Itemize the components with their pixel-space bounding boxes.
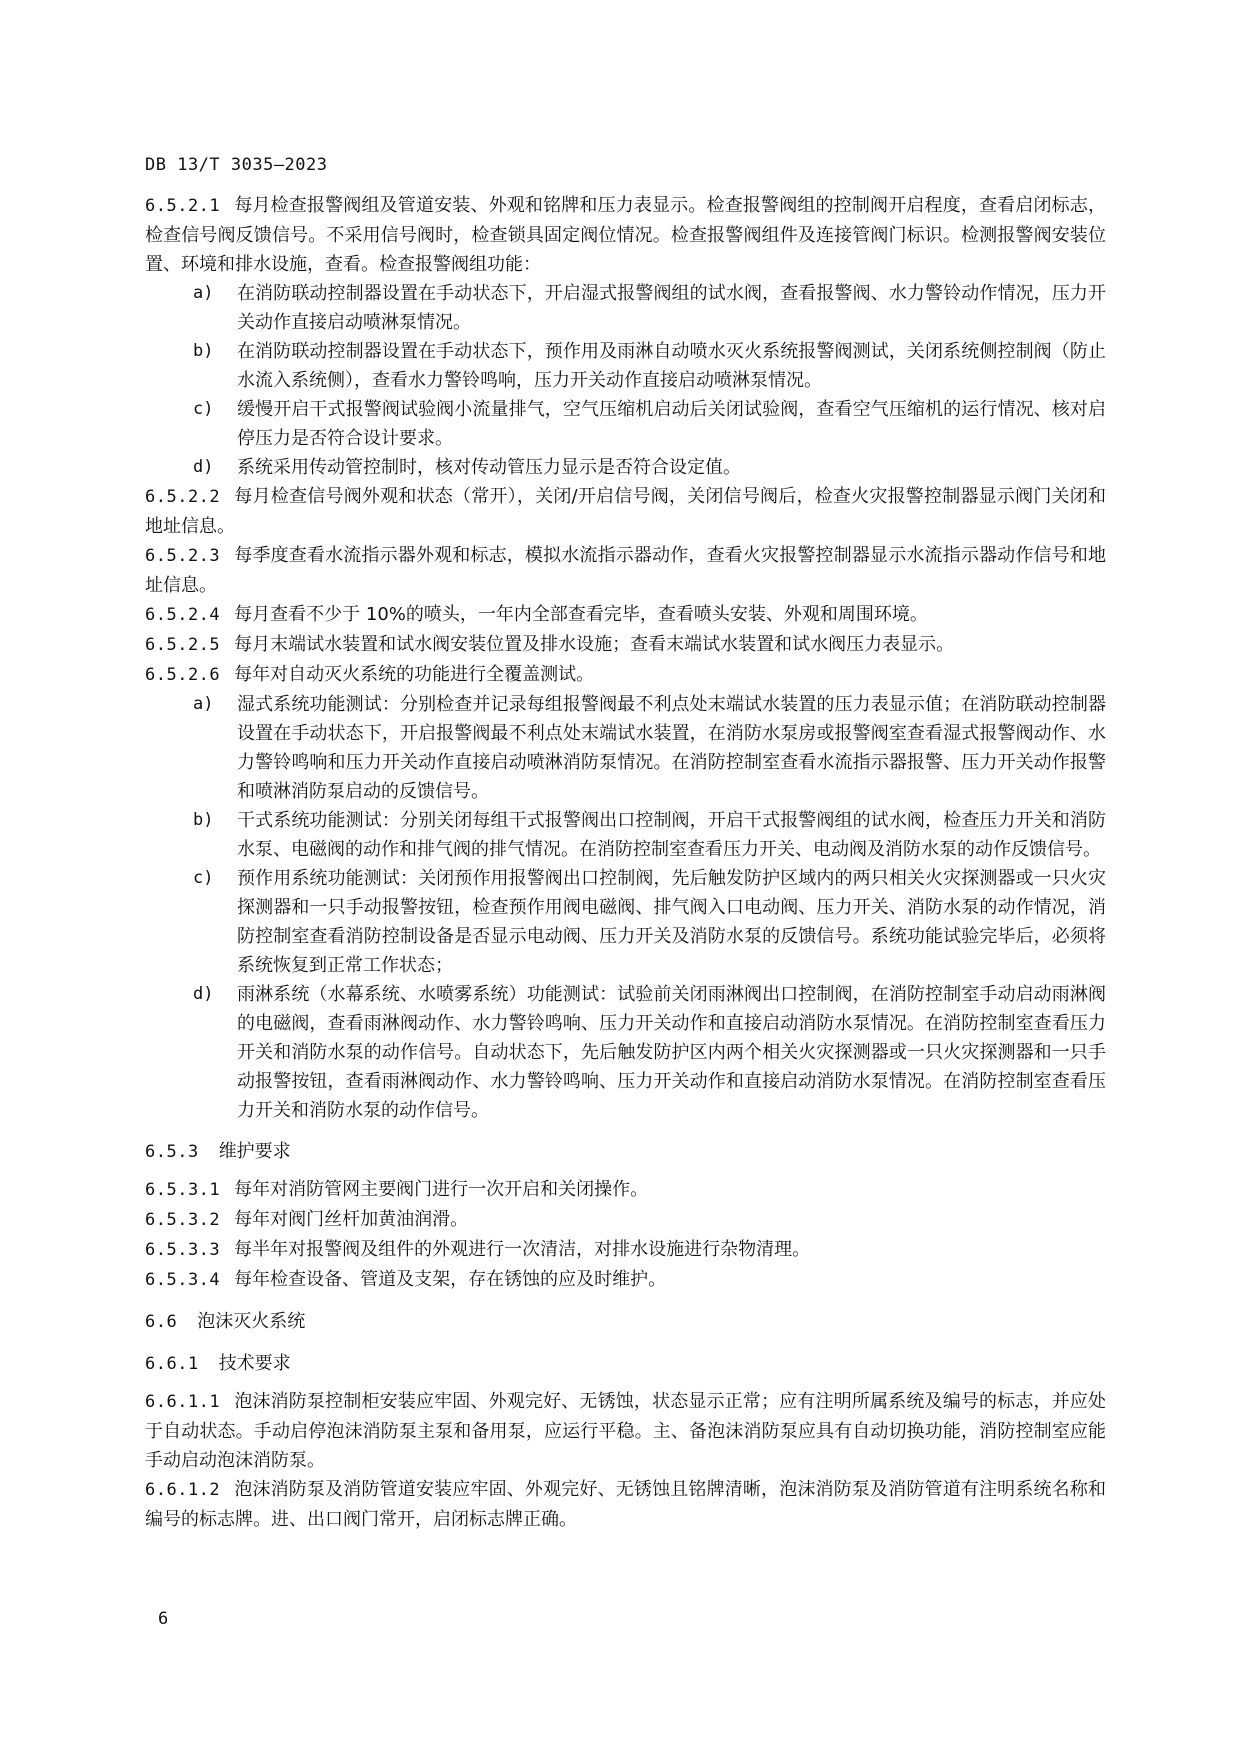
list-item	[145, 980, 1106, 1125]
section-number: 6.6.1	[145, 1354, 199, 1374]
clause-text: 泡沫消防泵及消防管道安装应牢固、外观完好、无锈蚀且铭牌清晰，泡沫消防泵及消防管道有注明系统名称和编号的标志牌。进、出口阀门常开，启闭标志牌正确。	[145, 1479, 1106, 1530]
clause-text: 每月末端试水装置和试水阀安装位置及排水设施；查看末端试水装置和试水阀压力表显示。	[234, 634, 955, 655]
document-body	[145, 191, 1106, 1534]
clause-6-5-2-2	[145, 482, 1106, 541]
page-number: 6	[158, 1609, 169, 1629]
section-number: 6.6	[145, 1312, 178, 1332]
clause-number: 6.6.1.2	[145, 1480, 221, 1500]
list-item-text: 预作用系统功能测试：关闭预作用报警阀出口控制阀，先后触发防护区域内的两只相关火灾探测器或一只火灾探测器和一只手动报警按钮，检查预作用阀电磁阀、排气阀入口电动阀、压力开关、消防水泵的动作情况，消防控制室查看消防控制设备是否显示电动阀、压力开关及消防水泵的反馈信号。系统功能试验完毕后，必须将系统恢复到正常工作状态；	[237, 868, 1106, 976]
list-marker: d)	[193, 984, 214, 1004]
document-code-header: DB 13/T 3035—2023	[145, 155, 328, 175]
clause-number: 6.6.1.1	[145, 1392, 221, 1412]
section-number: 6.5.3	[145, 1142, 199, 1162]
list-item-text: 系统采用传动管控制时，核对传动管压力显示是否符合设定值。	[237, 457, 741, 478]
clause-number: 6.5.3.2	[145, 1210, 221, 1230]
list-marker: d)	[193, 457, 214, 477]
clause-number: 6.5.2.3	[145, 546, 221, 566]
clause-number: 6.5.3.4	[145, 1270, 221, 1290]
clause-text: 每季度查看水流指示器外观和标志，模拟水流指示器动作，查看火灾报警控制器显示水流指示器动作信号和地址信息。	[145, 545, 1106, 596]
section-heading-6-6-1	[145, 1349, 1106, 1379]
clause-6-6-1-1	[145, 1387, 1106, 1475]
section-title: 技术要求	[218, 1353, 291, 1374]
clause-text: 每年对阀门丝杆加黄油润滑。	[234, 1209, 469, 1230]
section-heading-6-6	[145, 1307, 1106, 1337]
list-item	[145, 395, 1106, 453]
list-item-text: 湿式系统功能测试：分别检查并记录每组报警阀最不利点处末端试水装置的压力表显示值；在消防联动控制器设置在手动状态下，开启报警阀最不利点处末端试水装置，在消防水泵房或报警阀室查看湿式报警阀动作、水力警铃鸣响和压力开关动作直接启动喷淋消防泵情况。在消防控制室查看水流指示器报警、压力开关动作报警和喷淋消防泵启动的反馈信号。	[237, 694, 1106, 802]
clause-6-5-2-3	[145, 541, 1106, 600]
clause-6-5-3-2	[145, 1205, 1106, 1235]
list-item	[145, 806, 1106, 864]
clause-number: 6.5.2.5	[145, 635, 221, 655]
list-item	[145, 337, 1106, 395]
clause-number: 6.5.2.4	[145, 605, 221, 625]
list-marker: a)	[193, 283, 214, 303]
clause-number: 6.5.2.1	[145, 196, 221, 216]
list-item	[145, 864, 1106, 980]
clause-number: 6.5.3.1	[145, 1180, 221, 1200]
list-item-text: 在消防联动控制器设置在手动状态下，预作用及雨淋自动喷水灭火系统报警阀测试，关闭系统侧控制阀（防止水流入系统侧），查看水力警铃鸣响，压力开关动作直接启动喷淋泵情况。	[237, 341, 1106, 391]
clause-6-5-2-4	[145, 600, 1106, 630]
section-title: 泡沫灭火系统	[197, 1311, 306, 1332]
section-heading-6-5-3	[145, 1137, 1106, 1167]
list-item-text: 在消防联动控制器设置在手动状态下，开启湿式报警阀组的试水阀，查看报警阀、水力警铃动作情况，压力开关动作直接启动喷淋泵情况。	[237, 283, 1106, 333]
clause-number: 6.5.3.3	[145, 1240, 221, 1260]
list-item	[145, 279, 1106, 337]
clause-text: 每月检查信号阀外观和状态（常开），关闭/开启信号阀，关闭信号阀后，检查火灾报警控制器显示阀门关闭和地址信息。	[145, 486, 1106, 537]
clause-text: 每月查看不少于 10%的喷头，一年内全部查看完毕，查看喷头安装、外观和周围环境。	[234, 604, 928, 625]
clause-6-5-3-1	[145, 1175, 1106, 1205]
clause-number: 6.5.2.2	[145, 487, 221, 507]
list-marker: b)	[193, 810, 214, 830]
list-marker: c)	[193, 868, 214, 888]
clause-number: 6.5.2.6	[145, 665, 221, 685]
list-item-text: 雨淋系统（水幕系统、水喷雾系统）功能测试：试验前关闭雨淋阀出口控制阀，在消防控制室手动启动雨淋阀的电磁阀，查看雨淋阀动作、水力警铃鸣响、压力开关动作和直接启动消防水泵情况。在消防控制室查看压力开关和消防水泵的动作信号。自动状态下，先后触发防护区内两个相关火灾探测器或一只火灾探测器和一只手动报警按钮，查看雨淋阀动作、水力警铃鸣响、压力开关动作和直接启动消防水泵情况。在消防控制室查看压力开关和消防水泵的动作信号。	[237, 984, 1106, 1121]
clause-6-5-2-5	[145, 630, 1106, 660]
list-marker: b)	[193, 341, 214, 361]
list-item	[145, 690, 1106, 806]
clause-text: 每年对消防管网主要阀门进行一次开启和关闭操作。	[234, 1179, 649, 1200]
clause-6-5-2-1	[145, 191, 1106, 279]
clause-6-6-1-2	[145, 1475, 1106, 1534]
clause-text: 每年检查设备、管道及支架，存在锈蚀的应及时维护。	[234, 1269, 667, 1290]
clause-text: 每年对自动灭火系统的功能进行全覆盖测试。	[234, 664, 595, 685]
clause-text: 泡沫消防泵控制柜安装应牢固、外观完好、无锈蚀，状态显示正常；应有注明所属系统及编号的标志，并应处于自动状态。手动启停泡沫消防泵主泵和备用泵，应运行平稳。主、备泡沫消防泵应具有自动切换功能，消防控制室应能手动启动泡沫消防泵。	[145, 1391, 1106, 1471]
list-item-text: 干式系统功能测试：分别关闭每组干式报警阀出口控制阀，开启干式报警阀组的试水阀，检查压力开关和消防水泵、电磁阀的动作和排气阀的排气情况。在消防控制室查看压力开关、电动阀及消防水泵的动作反馈信号。	[237, 810, 1106, 860]
list-item	[145, 453, 1106, 482]
section-title: 维护要求	[218, 1141, 291, 1162]
list-marker: a)	[193, 694, 214, 714]
list-item-text: 缓慢开启干式报警阀试验阀小流量排气，空气压缩机启动后关闭试验阀，查看空气压缩机的运行情况、核对启停压力是否符合设计要求。	[237, 399, 1106, 449]
list-marker: c)	[193, 399, 214, 419]
clause-text: 每月检查报警阀组及管道安装、外观和铭牌和压力表显示。检查报警阀组的控制阀开启程度，查看启闭标志，检查信号阀反馈信号。不采用信号阀时，检查锁具固定阀位情况。检查报警阀组件及连接管阀门标识。检测报警阀安装位置、环境和排水设施，查看。检查报警阀组功能：	[145, 195, 1106, 275]
clause-6-5-3-4	[145, 1265, 1106, 1295]
clause-6-5-2-6	[145, 660, 1106, 690]
clause-text: 每半年对报警阀及组件的外观进行一次清洁，对排水设施进行杂物清理。	[234, 1239, 811, 1260]
clause-6-5-3-3	[145, 1235, 1106, 1265]
